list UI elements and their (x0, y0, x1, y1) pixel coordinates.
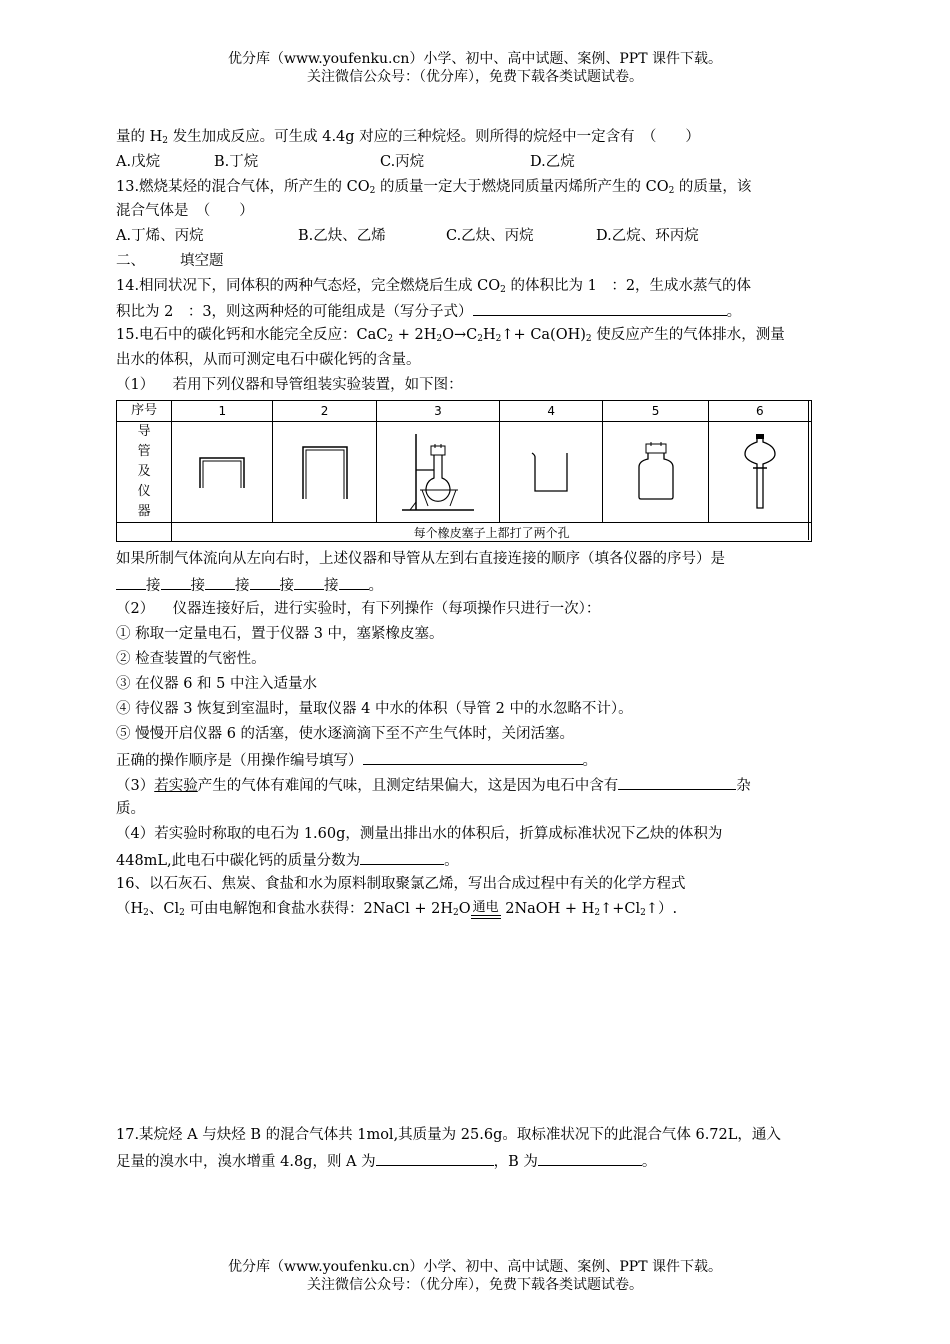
operation-4: ④ 待仪器 3 恢复到室温时，量取仪器 4 中水的体积（导管 2 中的水忽略不计）。 (116, 701, 633, 717)
operation-1: ① 称取一定量电石，置于仪器 3 中，塞紧橡皮塞。 (116, 626, 444, 642)
connect-blank-4[interactable] (250, 574, 280, 590)
table-right-border (808, 400, 813, 540)
q14-answer-blank[interactable] (473, 300, 727, 316)
beaker-icon (526, 447, 576, 497)
apparatus-3-flask-stand (376, 422, 499, 523)
q15-part-3-line-1: （3）若实验产生的气体有难闻的气味，且测定结果偏大，这是因为电石中含有 杂 (116, 774, 751, 796)
table-col-4: 4 (500, 401, 603, 422)
separatory-funnel-icon (735, 432, 785, 512)
q15-part-3-line-2: 质。 (116, 801, 145, 817)
q13-option-a: A.丁烯、丙烷 (116, 228, 204, 244)
q17-stem-line-2: 足量的溴水中，溴水增重 4.8g，则 A 为 ，B 为 。 (116, 1150, 656, 1172)
table-col-3: 3 (376, 401, 499, 422)
q16-stem-line-2: （$H_2$、$Cl_2$ 可由电解饱和食盐水获得：2NaCl + $2H_2O$ 通电 2NaOH + $H_2↑+Cl_2↑$）. (116, 900, 678, 918)
apparatus-1-short-tube (172, 422, 273, 523)
q12-option-b: B.丁烷 (214, 154, 259, 170)
page-header-line-2: 关注微信公众号：（优分库），免费下载各类试题试卷。 (307, 69, 643, 85)
apparatus-6-separatory-funnel (708, 422, 811, 523)
q15-connection-order: 接 接 接 接 接 。 (116, 574, 383, 596)
apparatus-4-beaker (500, 422, 603, 523)
q13-stem-line-2: 混合气体是 （ ） (116, 203, 254, 219)
alkyne-answer-blank[interactable] (538, 1150, 642, 1166)
q15-part-4-line-1: （4）若实验时称取的电石为 1.60g，测量出排出水的体积后，折算成标准状况下乙炔的体积为 (116, 826, 723, 842)
table-note: 每个橡皮塞子上都打了两个孔 (172, 523, 812, 542)
impurity-answer-blank[interactable] (618, 774, 736, 790)
apparatus-2-long-tube (273, 422, 376, 523)
q15-order-question: 正确的操作顺序是（用操作编号填写） 。 (116, 749, 597, 771)
bent-tube-short-icon (192, 452, 252, 492)
connect-blank-5[interactable] (294, 574, 324, 590)
q14-stem-line-2: 积比为 2 ：3，则这两种烃的可能组成是（写分子式） 。 (116, 300, 741, 322)
connect-blank-6[interactable] (339, 574, 369, 590)
q14-stem-line-1: 14.相同状况下，同体积的两种气态烃，完全燃烧后生成 $CO_2$ 的体积比为 1 ：2，生成水蒸气的体 (116, 278, 752, 295)
section-number: 二、 (116, 253, 145, 269)
q13-stem-line-1: 13.燃烧某烃的混合气体，所产生的 $CO_2$ 的质量一定大于燃烧同质量丙烯所产生的 $CO_2$ 的质量，该 (116, 179, 752, 196)
operation-3: ③ 在仪器 6 和 5 中注入适量水 (116, 676, 317, 692)
operation-5: ⑤ 慢慢开启仪器 6 的活塞，使水逐滴滴下至不产生气体时，关闭活塞。 (116, 726, 575, 742)
q15-part-4-line-2: 448mL,此电石中碳化钙的质量分数为 。 (116, 849, 459, 871)
q13-option-c: C.乙炔、丙烷 (446, 228, 534, 244)
q15-part-1-intro: （1） 若用下列仪器和导管组装实验装置，如下图： (116, 377, 463, 393)
mass-fraction-answer-blank[interactable] (360, 849, 444, 865)
connect-blank-1[interactable] (116, 574, 146, 590)
connect-blank-3[interactable] (205, 574, 235, 590)
apparatus-5-wide-bottle (603, 422, 708, 523)
table-note-empty (117, 523, 172, 542)
operation-2: ② 检查装置的气密性。 (116, 651, 266, 667)
table-header-number: 序号 (117, 401, 172, 422)
apparatus-table (116, 400, 812, 542)
q12-option-a: A.戊烷 (116, 154, 161, 170)
page-footer-line-1: 优分库（www.youfenku.cn）小学、初中、高中试题、案例、PPT 课件下载。 (227, 1259, 722, 1275)
q13-option-d: D.乙烷、环丙烷 (596, 228, 699, 244)
page-header-line-1: 优分库（www.youfenku.cn）小学、初中、高中试题、案例、PPT 课件下载。 (227, 51, 722, 67)
q15-part-1-question: 如果所制气体流向从左向右时，上述仪器和导管从左到右直接连接的顺序（填各仪器的序号）是 (116, 551, 725, 567)
table-col-2: 2 (273, 401, 376, 422)
q12-option-c: C.丙烷 (380, 154, 425, 170)
q12-option-d: D.乙烷 (530, 154, 575, 170)
electrolysis-condition: 通电 (471, 902, 501, 919)
table-col-1: 1 (172, 401, 273, 422)
order-answer-blank[interactable] (363, 749, 583, 765)
q12-stem: 量的 $H_2$ 发生加成反应。可生成 4.4g 对应的三种烷烃。则所得的烷烃中一定含有 （ ） (116, 129, 700, 146)
table-row-label: 导 管 及 仪 器 (117, 422, 172, 523)
table-col-6: 6 (708, 401, 811, 422)
bent-tube-long-icon (295, 441, 355, 503)
q15-stem-line-1: 15.电石中的碳化钙和水能完全反应：$CaC_2 + 2H_2O\to C_2H_2↑+ Ca(OH)_2$ 使反应产生的气体排水，测量 (116, 327, 785, 344)
q15-stem-line-2: 出水的体积，从而可测定电石中碳化钙的含量。 (116, 352, 421, 368)
q13-option-b: B.乙炔、乙烯 (298, 228, 386, 244)
section-title: 填空题 (180, 253, 224, 269)
q16-stem-line-1: 16、以石灰石、焦炭、食盐和水为原料制取聚氯乙烯，写出合成过程中有关的化学方程式 (116, 876, 686, 892)
q15-part-2-intro: （2） 仪器连接好后，进行实验时，有下列操作（每项操作只进行一次）： (116, 601, 601, 617)
flask-on-stand-icon (398, 430, 478, 514)
page-footer-line-2: 关注微信公众号：（优分库），免费下载各类试题试卷。 (307, 1277, 643, 1293)
table-col-5: 5 (603, 401, 708, 422)
wide-mouth-bottle-icon (631, 441, 681, 503)
alkane-answer-blank[interactable] (376, 1150, 494, 1166)
q17-stem-line-1: 17.某烷烃 A 与炔烃 B 的混合气体共 1mol,其质量为 25.6g。取标准状况下的此混合气体 6.72L，通入 (116, 1127, 781, 1143)
connect-blank-2[interactable] (161, 574, 191, 590)
